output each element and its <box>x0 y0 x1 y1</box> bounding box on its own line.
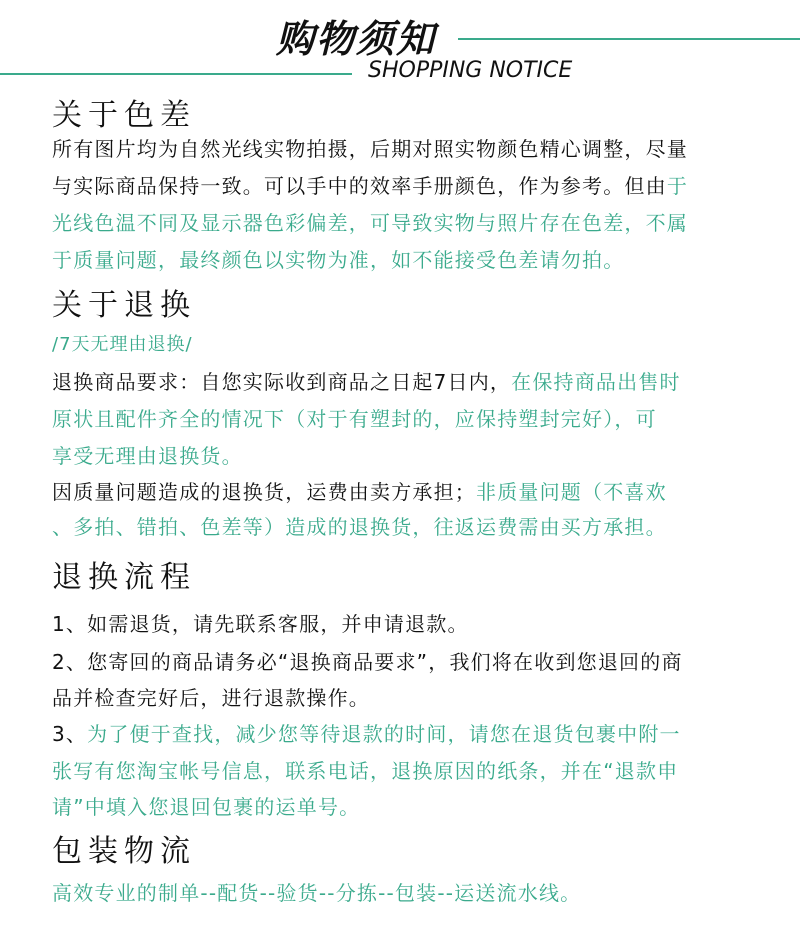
text-span: 2、您寄回的商品请务必“退换商品要求”，我们将在收到您退回的商 <box>52 650 683 674</box>
paragraph-line <box>52 170 688 199</box>
text-span: 所有图片均为自然光线实物拍摄，后期对照实物颜色精心调整，尽量 <box>52 137 688 161</box>
text-span: 张写有您淘宝帐号信息，联系电话，退换原因的纸条，并在“退款申 <box>52 759 679 783</box>
paragraph-line <box>52 366 681 395</box>
page-subtitle: SHOPPING NOTICE <box>368 58 573 83</box>
paragraph-line <box>52 791 360 820</box>
section-title-color-difference: 关于色差 <box>52 98 196 133</box>
text-span: 为了便于查找，减少您等待退款的时间，请您在退货包裹中附一 <box>87 722 681 746</box>
text-span: 3、 <box>52 722 88 746</box>
paragraph-line <box>52 476 667 505</box>
paragraph-line <box>52 755 678 784</box>
text-span: 、多拍、错拍、色差等）造成的退换货，往返运费需由买方承担。 <box>52 515 667 539</box>
text-span: 非质量问题（不喜欢 <box>476 480 667 504</box>
text-span: 原状且配件齐全的情况下（对于有塑封的，应保持塑封完好），可 <box>52 407 657 431</box>
page-title: 购物须知 <box>276 17 437 61</box>
paragraph-line <box>52 133 688 162</box>
text-span: 退换商品要求：自您实际收到商品之日起7日内， <box>52 370 512 394</box>
text-span: 在保持商品出售时 <box>511 370 681 394</box>
paragraph-line <box>52 718 681 747</box>
text-span: 与实际商品保持一致。可以手中的效率手册颜色，作为参考。但由 <box>52 174 667 198</box>
header-divider-right <box>458 38 800 40</box>
paragraph-line <box>52 608 469 637</box>
section-title-return-process: 退换流程 <box>52 560 196 595</box>
text-span: 高效专业的制单--配货--验货--分拣--包装--运送流水线。 <box>52 881 582 905</box>
paragraph-line <box>52 646 683 675</box>
text-span: 光线色温不同及显示器色彩偏差，可导致实物与照片存在色差，不属 <box>52 211 688 235</box>
paragraph-line <box>52 682 370 711</box>
paragraph-line <box>52 440 243 469</box>
paragraph-line <box>52 403 657 432</box>
text-span: 1、如需退货，请先联系客服，并申请退款。 <box>52 612 469 636</box>
header-divider-left <box>0 73 352 75</box>
text-span: 享受无理由退换货。 <box>52 444 243 468</box>
text-span: 因质量问题造成的退换货，运费由卖方承担； <box>52 480 476 504</box>
paragraph-line <box>52 244 624 273</box>
text-span: 于 <box>666 174 689 198</box>
text-span: 品并检查完好后，进行退款操作。 <box>52 686 370 710</box>
paragraph-line <box>52 877 581 906</box>
text-span: 请”中填入您退回包裹的运单号。 <box>52 795 361 819</box>
paragraph-line <box>52 207 688 236</box>
section-title-packaging-logistics: 包装物流 <box>52 834 196 869</box>
section-title-returns: 关于退换 <box>52 288 196 323</box>
text-span: 于质量问题，最终颜色以实物为准，如不能接受色差请勿拍。 <box>52 248 625 272</box>
paragraph-line <box>52 511 667 540</box>
returns-policy-note: /7天无理由退换/ <box>52 334 193 355</box>
